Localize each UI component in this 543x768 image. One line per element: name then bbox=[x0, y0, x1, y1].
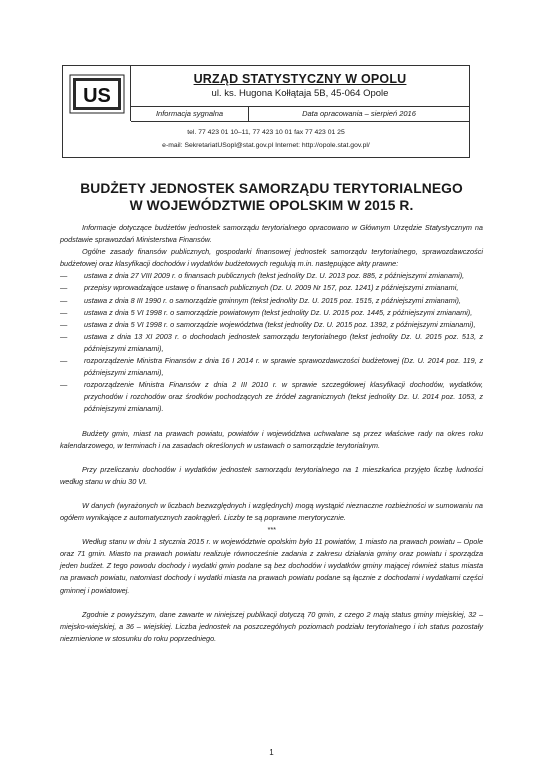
contact-phone: tel. 77 423 01 10–11, 77 423 10 01 fax 77 423 01 25 bbox=[187, 129, 345, 136]
section-separator: *** bbox=[267, 525, 276, 535]
paragraph: Informacje dotyczące budżetów jednostek samorządu terytorialnego opracowano w Głównym Urzędzie Statystycznym na podstawie sprawozdań Ministerstwa Finansów. bbox=[60, 223, 483, 245]
list-dash: — bbox=[60, 283, 68, 293]
office-name: URZĄD STATYSTYCZNY W OPOLU bbox=[193, 72, 407, 86]
contact-email-web: e-mail: SekretariatUSopl@stat.gov.pl Internet: http://opole.stat.gov.pl/ bbox=[162, 142, 370, 149]
paragraph: Zgodnie z powyższym, dane zawarte w niniejszej publikacji dotyczą 70 gmin, z czego 2 mają status gminy miejskiej, 32 – miejsko-wiejskiej, a 36 – wiejskiej. Liczba jednostek na poszczególnych poziomach podziału terytorialnego i ich status pozostały niezmienione w stosunku do roku poprzedniego. bbox=[60, 609, 483, 643]
list-item bbox=[60, 355, 483, 379]
list-item-text: przepisy wprowadzające ustawę o finansach publicznych (Dz. U. 2009 Nr 157, poz. 1241) z późniejszymi zmianami, bbox=[84, 283, 459, 293]
logo-text: US bbox=[82, 84, 111, 107]
list-item-text: rozporządzenie Ministra Finansów z dnia 2 III 2010 r. w sprawie szczegółowej klasyfikacji dochodów, wydatków, przychodów i rozchodów oraz środków pochodzących ze źródeł zagranicznych (tekst jednolity Dz. U. 2014 poz. 1053, z późniejszymi zmianami). bbox=[84, 380, 483, 414]
spacer bbox=[60, 416, 483, 428]
title-line-2: W WOJEWÓDZTWIE OPOLSKIM W 2015 R. bbox=[129, 198, 414, 213]
list-item bbox=[60, 295, 483, 307]
list-item bbox=[60, 270, 483, 282]
paragraph: Ogólne zasady finansów publicznych, gospodarki finansowej jednostek samorządu terytorialnego, sprawozdawczości budżetowej oraz klasyfikacji dochodów i wydatków budżetowych regulują m.in. następujące akty prawne: bbox=[60, 247, 483, 269]
list-dash: — bbox=[60, 331, 68, 341]
office-address: ul. ks. Hugona Kołłątaja 5B, 45-064 Opole bbox=[211, 88, 389, 99]
paragraph: Według stanu w dniu 1 stycznia 2015 r. w województwie opolskim było 11 powiatów, 1 miasto na prawach powiatu – Opole oraz 71 gmin. Miasto na prawach powiatu realizuje równocześnie zadania z zakresu działania gminy oraz powiatu i sporządza jeden budżet. Z tego powodu dochody i wydatki gmin podane są bez dochodów i wydatków gminy mającej również status miasta na prawach powiatu, natomiast dochody i wydatki miasta na prawach powiatu podane są łącznie z dochodami i wydatkami części gminnej i powiatowej. bbox=[60, 537, 483, 595]
us-logo bbox=[63, 66, 131, 121]
paragraph: Budżety gmin, miast na prawach powiatu, powiatów i województwa uchwalane są przez właściwe rady na okres roku kalendarzowego, w terminach i na zasadach określonych w ustawach o samorządzie terytorialnym. bbox=[60, 428, 483, 450]
us-logo-icon bbox=[68, 72, 126, 116]
list-dash: — bbox=[60, 380, 68, 390]
publication-date: Data opracowania – sierpień 2016 bbox=[302, 109, 416, 118]
info-type: Informacja sygnalna bbox=[131, 106, 249, 121]
spacer bbox=[60, 597, 483, 609]
spacer bbox=[60, 488, 483, 500]
list-item-text: rozporządzenie Ministra Finansów z dnia 16 I 2014 r. w sprawie sprawozdawczości budżetowej (Dz. U. 2014 poz. 119, z późniejszymi zmianami), bbox=[84, 356, 483, 378]
header-title-block bbox=[131, 66, 469, 107]
page-number: 1 bbox=[269, 748, 274, 757]
paragraph: Przy przeliczaniu dochodów i wydatków jednostek samorządu terytorialnego na 1 mieszkańca przyjęto liczbę ludności według stanu w dniu 30 VI. bbox=[60, 464, 483, 486]
paragraph: W danych (wyrażonych w liczbach bezwzględnych i względnych) mogą wystąpić nieznaczne rozbieżności w sumowaniu na ogółem wynikające z automatycznych zaokrągleń. Liczby te są poprawne merytorycznie. bbox=[60, 500, 483, 522]
list-item bbox=[60, 331, 483, 355]
document-title bbox=[40, 180, 503, 214]
list-item bbox=[60, 282, 483, 294]
list-item bbox=[60, 307, 483, 319]
list-item-text: ustawa z dnia 13 XI 2003 r. o dochodach jednostek samorządu terytorialnego (tekst jednolity Dz. U. 2015 poz. 513, z późniejszymi zmianami), bbox=[84, 331, 483, 353]
list-dash: — bbox=[60, 295, 68, 305]
list-item-text: ustawa z dnia 5 VI 1998 r. o samorządzie województwa (tekst jednolity Dz. U. 2015 poz. 1392, z późniejszymi zmianami), bbox=[84, 319, 476, 329]
contact-block bbox=[63, 121, 469, 157]
list-item bbox=[60, 379, 483, 415]
list-dash: — bbox=[60, 319, 68, 329]
header-box bbox=[62, 65, 470, 158]
list-item-text: ustawa z dnia 5 VI 1998 r. o samorządzie powiatowym (tekst jednolity Dz. U. 2015 poz. 1445, z późniejszymi zmianami), bbox=[84, 307, 473, 317]
info-row bbox=[131, 106, 469, 122]
spacer bbox=[60, 452, 483, 464]
list-dash: — bbox=[60, 356, 68, 366]
list-item bbox=[60, 319, 483, 331]
law-list bbox=[60, 270, 483, 415]
list-dash: — bbox=[60, 271, 68, 281]
list-item-text: ustawa z dnia 8 III 1990 r. o samorządzie gminnym (tekst jednolity Dz. U. 2015 poz. 1515, z późniejszymi zmianami), bbox=[84, 295, 461, 305]
list-item-text: ustawa z dnia 27 VIII 2009 r. o finansach publicznych (tekst jednolity Dz. U. 2013 poz. 885, z późniejszymi zmianami), bbox=[84, 271, 465, 281]
document-body bbox=[60, 222, 483, 645]
title-line-1: BUDŻETY JEDNOSTEK SAMORZĄDU TERYTORIALNEGO bbox=[80, 181, 463, 196]
list-dash: — bbox=[60, 307, 68, 317]
